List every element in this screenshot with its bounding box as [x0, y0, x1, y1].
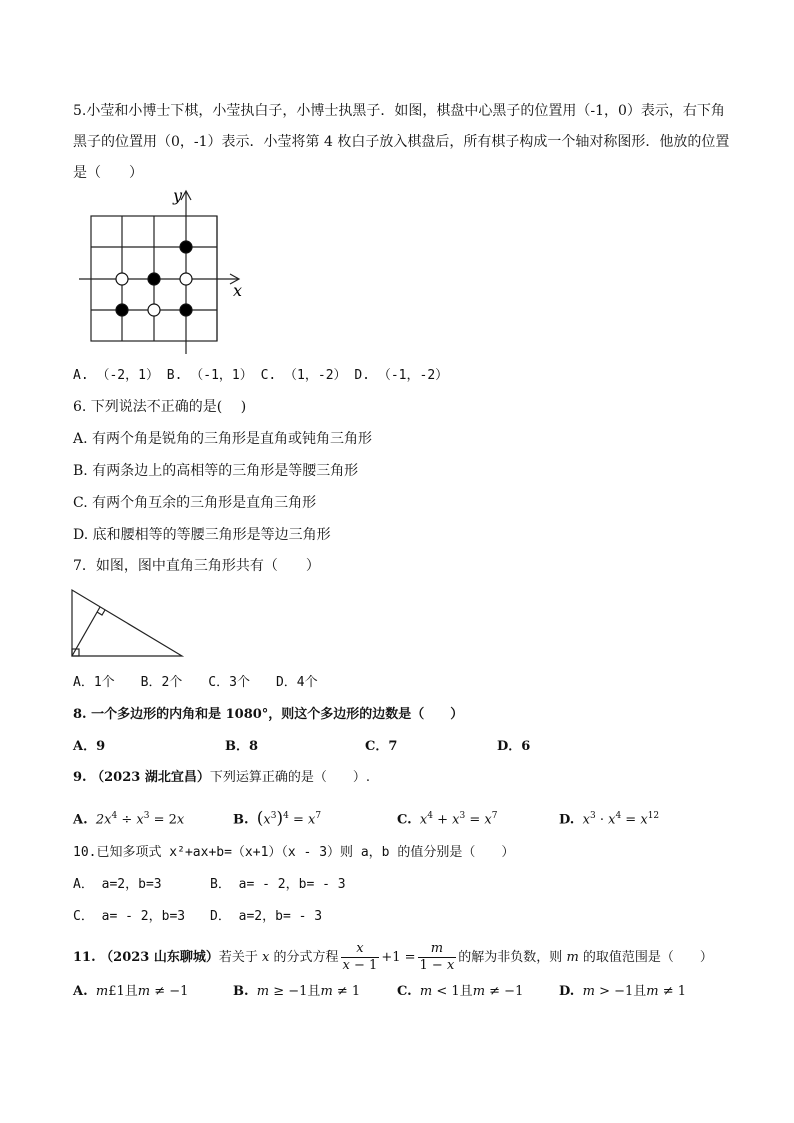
q11-stem: 11. （2023 山东聊城）若关于 x 的分式方程 $\frac{x}{x - 1}$ +1 = $\frac{m}{1 - x}$ 的解为非负数，则 m 的取值范围是（ ） [73, 941, 713, 973]
q9-source: （2023 湖北宜昌） [91, 770, 210, 785]
x-axis-label: x [233, 281, 243, 300]
chessboard-figure [76, 186, 256, 356]
q11-option-b: B. m ≥ −1且m ≠ 1 [233, 984, 361, 999]
q6-stem: 6. 下列说法不正确的是( ) [73, 399, 247, 415]
q8-option-a: A．9 [73, 739, 106, 754]
q9-option-a: A. $2x^4 \div x^3 = 2x$ [73, 811, 185, 828]
q10-option-d: D． a=2，b= - 3 [210, 909, 323, 924]
q11-option-d: D. m > −1且m ≠ 1 [559, 984, 687, 999]
q11-option-c: C. m < 1且m ≠ −1 [397, 984, 524, 999]
q10-stem: 10.已知多项式 x²+ax+b=（x+1）（x - 3）则 a，b 的值分别是（ ） [73, 845, 515, 860]
q10-option-c: C． a= - 2，b=3 [73, 909, 186, 924]
q10-option-b: B． a= - 2，b= - 3 [210, 877, 346, 892]
q5-options: A. （-2，1） B. （-1，1） C. （1，-2） D. （-1，-2） [73, 368, 449, 383]
q11-fraction-left: $\frac{x}{x - 1}$ [342, 941, 378, 973]
q7-options: A．1个 B．2个 C．3个 D．4个 [73, 675, 318, 690]
y-axis-label: y [173, 186, 183, 205]
q8-stem: 8. 一个多边形的内角和是 1080°，则这个多边形的边数是（ ） [73, 707, 464, 722]
q9-stem [73, 768, 370, 788]
q9-option-b: B. $(x^3)^4 = x^7$ [233, 808, 322, 829]
black-stone [180, 241, 192, 253]
q6-option-a: A. 有两个角是锐角的三角形是直角或钝角三角形 [73, 431, 373, 447]
q11-option-a: A. m£1且m ≠ −1 [73, 984, 189, 999]
white-stone [148, 304, 160, 316]
q11-fraction-right: $\frac{m}{1 - x}$ [419, 941, 455, 973]
q8-option-c: C．7 [365, 739, 398, 754]
q9-option-d: D. $x^3 \cdot x^4 = x^{12}$ [559, 811, 660, 828]
q10-option-a: A． a=2，b=3 [73, 877, 162, 892]
q9-text: 下列运算正确的是（ ）. [209, 770, 370, 785]
q6-option-d: D. 底和腰相等的等腰三角形是等边三角形 [73, 527, 331, 543]
q5-stem-line2: 黑子的位置用（0，-1）表示．小莹将第 4 枚白子放入棋盘后，所有棋子构成一个轴对称图形．他放的位置 [73, 134, 730, 150]
q8-option-b: B．8 [225, 739, 259, 754]
white-stone [180, 273, 192, 285]
right-triangle-figure [70, 588, 186, 660]
q9-option-c: C. $x^4 + x^3 = x^7$ [397, 811, 498, 828]
q7-stem: 7．如图，图中直角三角形共有（ ） [73, 558, 320, 574]
q6-option-b: B. 有两条边上的高相等的三角形是等腰三角形 [73, 463, 359, 479]
black-stone [180, 304, 192, 316]
white-stone [116, 273, 128, 285]
q6-option-c: C. 有两个角互余的三角形是直角三角形 [73, 495, 317, 511]
q5-stem-line1: 5.小莹和小博士下棋，小莹执白子，小博士执黑子．如图，棋盘中心黑子的位置用（-1，0）表示，右下角 [73, 103, 725, 119]
black-stone [148, 273, 160, 285]
black-stone [116, 304, 128, 316]
q5-stem-line3: 是（ ） [73, 165, 143, 181]
q8-option-d: D．6 [497, 739, 531, 754]
q9-number: 9. [73, 770, 92, 785]
